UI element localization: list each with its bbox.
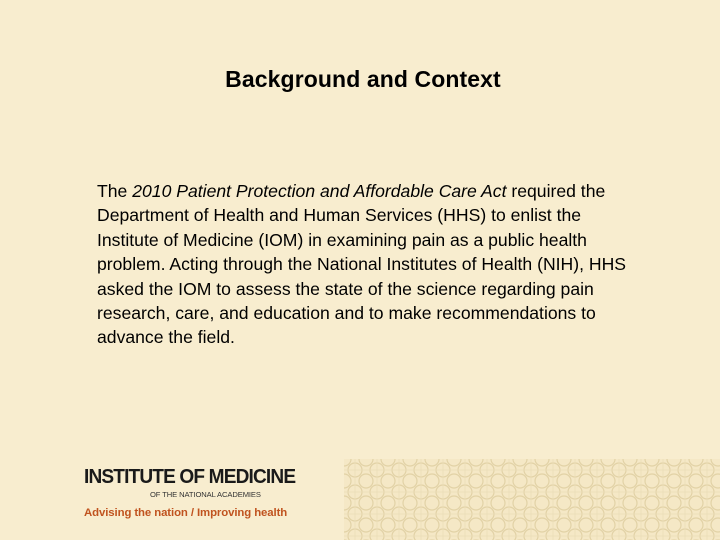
pattern-fill bbox=[344, 459, 720, 540]
iom-logo bbox=[84, 465, 296, 525]
logo-tagline: Advising the nation / Improving health bbox=[84, 507, 288, 519]
act-name: 2010 Patient Protection and Affordable Care Act bbox=[132, 181, 507, 201]
body-paragraph bbox=[97, 179, 637, 350]
logo-name: INSTITUTE OF MEDICINE bbox=[84, 465, 296, 488]
decorative-pattern bbox=[344, 459, 720, 540]
logo-subtitle: OF THE NATIONAL ACADEMIES bbox=[150, 490, 261, 499]
body-rest: required the Department of Health and Human Services (HHS) to enlist the Institute of Medicine (IOM) in examining pain as a public health problem. Acting through the National Institutes of Health (NIH), HHS asked the IOM to assess the state of the science regarding pain research, care, and education and to make recommendations to advance the field. bbox=[97, 181, 627, 348]
slide-title: Background and Context bbox=[225, 66, 501, 92]
body-intro: The bbox=[97, 181, 133, 201]
